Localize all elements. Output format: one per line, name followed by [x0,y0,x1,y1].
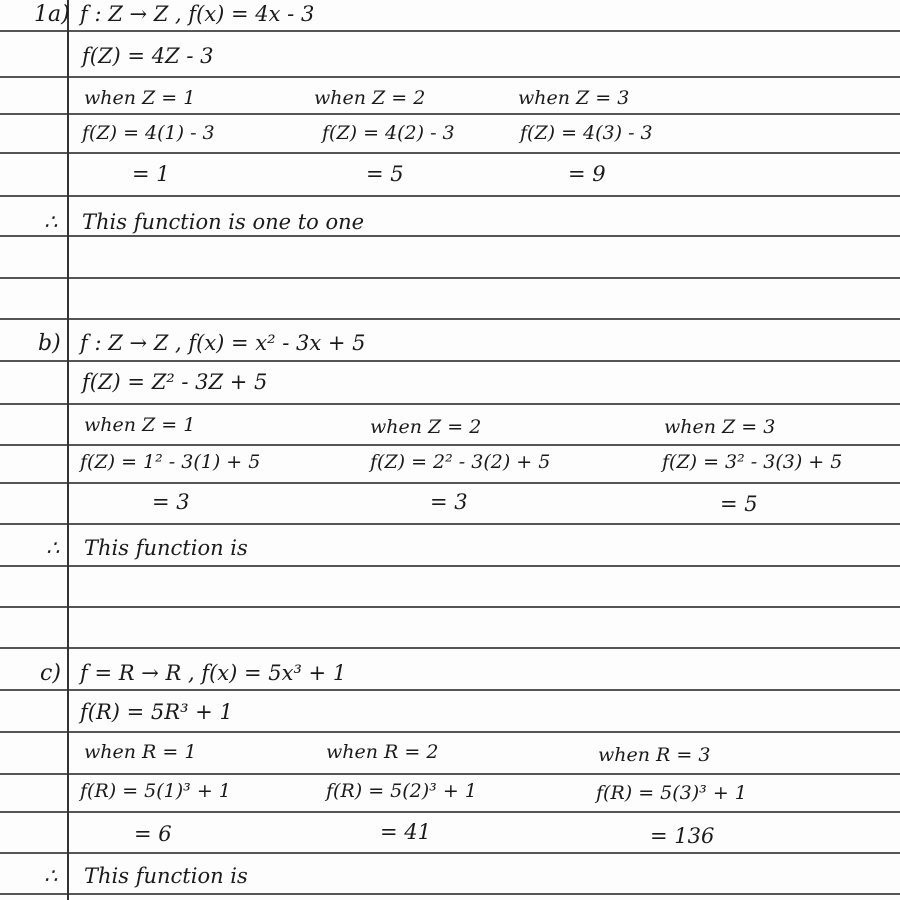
section-c-result-2: = 41 [380,820,431,844]
section-a-result-1: = 1 [132,162,170,186]
ruled-line [0,731,900,733]
ruled-line [0,113,900,115]
section-b-conclusion: This function is [84,536,248,560]
section-a-definition: f : Z → Z , f(x) = 4x - 3 [80,2,315,26]
section-b-sub-1: f(Z) = 1² - 3(1) + 5 [80,451,261,473]
ruled-line [0,689,900,691]
ruled-line [0,30,900,32]
section-c-when-1: when R = 1 [84,741,197,763]
section-b-when-3: when Z = 3 [664,416,776,438]
ruled-line [0,403,900,405]
margin-line [67,0,69,900]
ruled-line [0,482,900,484]
section-c-sub-2: f(R) = 5(2)³ + 1 [326,780,477,802]
section-c-therefore: ∴ [44,864,58,888]
section-b-sub-3: f(Z) = 3² - 3(3) + 5 [662,451,843,473]
section-b-result-3: = 5 [720,492,758,516]
ruled-line [0,852,900,854]
section-c-when-2: when R = 2 [326,741,439,763]
ruled-line [0,565,900,567]
section-c-result-1: = 6 [134,822,172,846]
ruled-line [0,152,900,154]
section-c-result-3: = 136 [650,824,715,848]
section-a-therefore: ∴ [44,210,58,234]
ruled-line [0,318,900,320]
section-b-therefore: ∴ [46,536,60,560]
section-a-result-3: = 9 [568,162,606,186]
section-a-sub-1: f(Z) = 4(1) - 3 [82,122,215,144]
section-a-when-1: when Z = 1 [84,87,196,109]
section-a-conclusion: This function is one to one [82,210,365,234]
section-c-when-3: when R = 3 [598,744,711,766]
section-a-label: 1a) [34,2,70,27]
section-c-general: f(R) = 5R³ + 1 [80,700,233,724]
section-a-when-2: when Z = 2 [314,87,426,109]
section-a-general: f(Z) = 4Z - 3 [82,44,214,68]
section-c-definition: f = R → R , f(x) = 5x³ + 1 [80,661,347,685]
ruled-line [0,277,900,279]
section-a-when-3: when Z = 3 [518,87,630,109]
section-a-result-2: = 5 [366,162,404,186]
ruled-line [0,360,900,362]
section-a-sub-2: f(Z) = 4(2) - 3 [322,122,455,144]
section-c-sub-1: f(R) = 5(1)³ + 1 [80,780,231,802]
section-b-sub-2: f(Z) = 2² - 3(2) + 5 [370,451,551,473]
ruled-line [0,893,900,895]
ruled-line [0,195,900,197]
section-c-conclusion: This function is [84,864,248,888]
section-a-sub-3: f(Z) = 4(3) - 3 [520,122,653,144]
ruled-line [0,235,900,237]
ruled-line [0,444,900,446]
section-c-sub-3: f(R) = 5(3)³ + 1 [596,782,747,804]
ruled-line [0,773,900,775]
section-b-label: b) [38,331,61,356]
section-b-result-2: = 3 [430,490,468,514]
ruled-line [0,523,900,525]
ruled-line [0,647,900,649]
section-b-when-2: when Z = 2 [370,416,482,438]
section-b-general: f(Z) = Z² - 3Z + 5 [82,370,268,394]
ruled-line [0,811,900,813]
ruled-line [0,606,900,608]
section-b-definition: f : Z → Z , f(x) = x² - 3x + 5 [80,331,366,355]
section-c-label: c) [40,661,61,686]
section-b-result-1: = 3 [152,490,190,514]
ruled-line [0,76,900,78]
section-b-when-1: when Z = 1 [84,414,196,436]
